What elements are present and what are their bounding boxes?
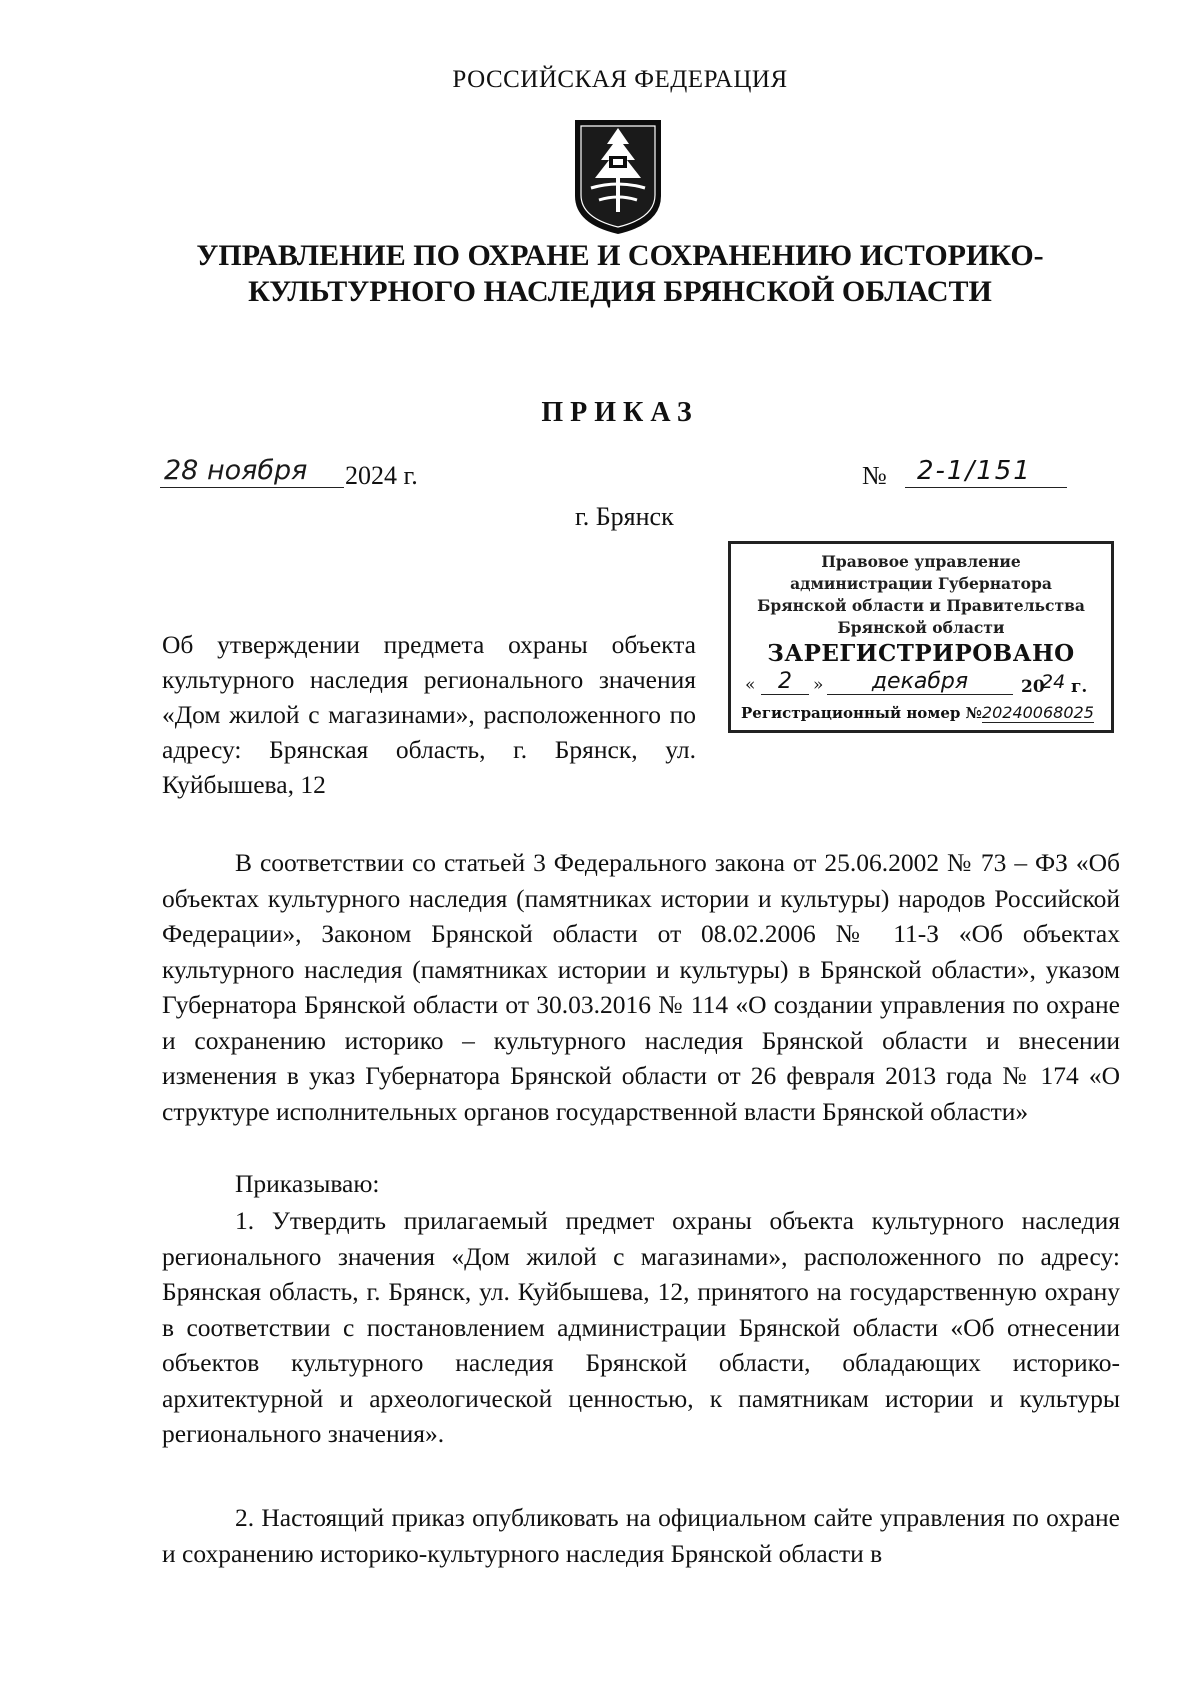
date-year: 2024 г.: [345, 461, 418, 490]
order-subject: Об утверждении предмета охраны объекта культурного наследия регионального значения «Дом жилой с магазинами», расположенного по адресу: Брянская область, г. Брянск, ул. Куйбышева, 12: [162, 630, 696, 799]
order-item-1: 1. Утвердить прилагаемый предмет охраны объекта культурного наследия регионального значения «Дом жилой с магазинами», расположенного по адресу: Брянская область, г. Брянск, ул. Куйбышева, 12, принятого на государственную охрану в соответствии с постановлением администрации Брянской области «Об отнесении объектов культурного наследия Брянской области, обладающих историко-архитектурной и археологической ценностью, к памятникам истории и культуры регионального значения».: [162, 1206, 1120, 1448]
stamp-year-handwritten: 24: [1041, 671, 1066, 693]
stamp-line-4: Брянской области: [837, 618, 1005, 637]
stamp-year-prefix: 20: [1021, 677, 1045, 697]
agency-name: [0, 238, 1200, 310]
preamble-paragraph: В соответствии со статьей 3 Федерального закона от 25.06.2002 № 73 – ФЗ «Об объектах культурного наследия (памятниках истории и культуры) народов Российской Федерации», Законом Брянской области от 08.02.2006 № 11-З «Об объектах культурного наследия (памятниках истории и культуры) в Брянской области», указом Губернатора Брянской области от 30.03.2016 № 114 «О создании управления по охране и сохранению историко – культурного наследия Брянской области и внесении изменения в указ Губернатора Брянской области от 26 февраля 2013 года № 174 «О структуре исполнительных органов государственной власти Брянской области»: [162, 848, 1120, 1126]
stamp-line-3: Брянской области и Правительства: [757, 596, 1085, 615]
stamp-day-handwritten: 2: [761, 669, 809, 695]
stamp-year-suffix: г.: [1071, 677, 1088, 697]
order-number-label: №: [862, 461, 887, 490]
handwritten-date: 28 ноября: [160, 455, 344, 488]
stamp-line-1: Правовое управление: [821, 552, 1021, 571]
stamp-close-quote: »: [813, 675, 824, 695]
order-word: Приказываю:: [235, 1169, 380, 1198]
bryansk-coat-of-arms-icon: [573, 118, 663, 236]
stamp-reg-label: Регистрационный номер №: [741, 704, 982, 722]
stamp-registration-row: [731, 701, 1111, 725]
stamp-line-2: администрации Губернатора: [790, 574, 1052, 593]
country-heading: РОССИЙСКАЯ ФЕДЕРАЦИЯ: [452, 66, 788, 93]
stamp-date-row: [731, 669, 1111, 701]
agency-name-line2: КУЛЬТУРНОГО НАСЛЕДИЯ БРЯНСКОЙ ОБЛАСТИ: [248, 275, 992, 308]
stamp-open-quote: «: [745, 675, 756, 695]
agency-name-line1: УПРАВЛЕНИЕ ПО ОХРАНЕ И СОХРАНЕНИЮ ИСТОРИКО-: [196, 239, 1044, 272]
order-item-2: 2. Настоящий приказ опубликовать на официальном сайте управления по охране и сохранению историко-культурного наследия Брянской области в: [162, 1503, 1120, 1568]
stamp-month-handwritten: декабря: [827, 669, 1013, 695]
registration-stamp: [728, 541, 1114, 733]
city-name: г. Брянск: [575, 502, 674, 531]
stamp-reg-number-handwritten: 20240068025: [981, 703, 1094, 722]
stamp-registered: ЗАРЕГИСТРИРОВАНО: [767, 640, 1075, 667]
document-type-title: ПРИКАЗ: [541, 397, 699, 428]
handwritten-order-number: 2-1/151: [905, 455, 1067, 488]
